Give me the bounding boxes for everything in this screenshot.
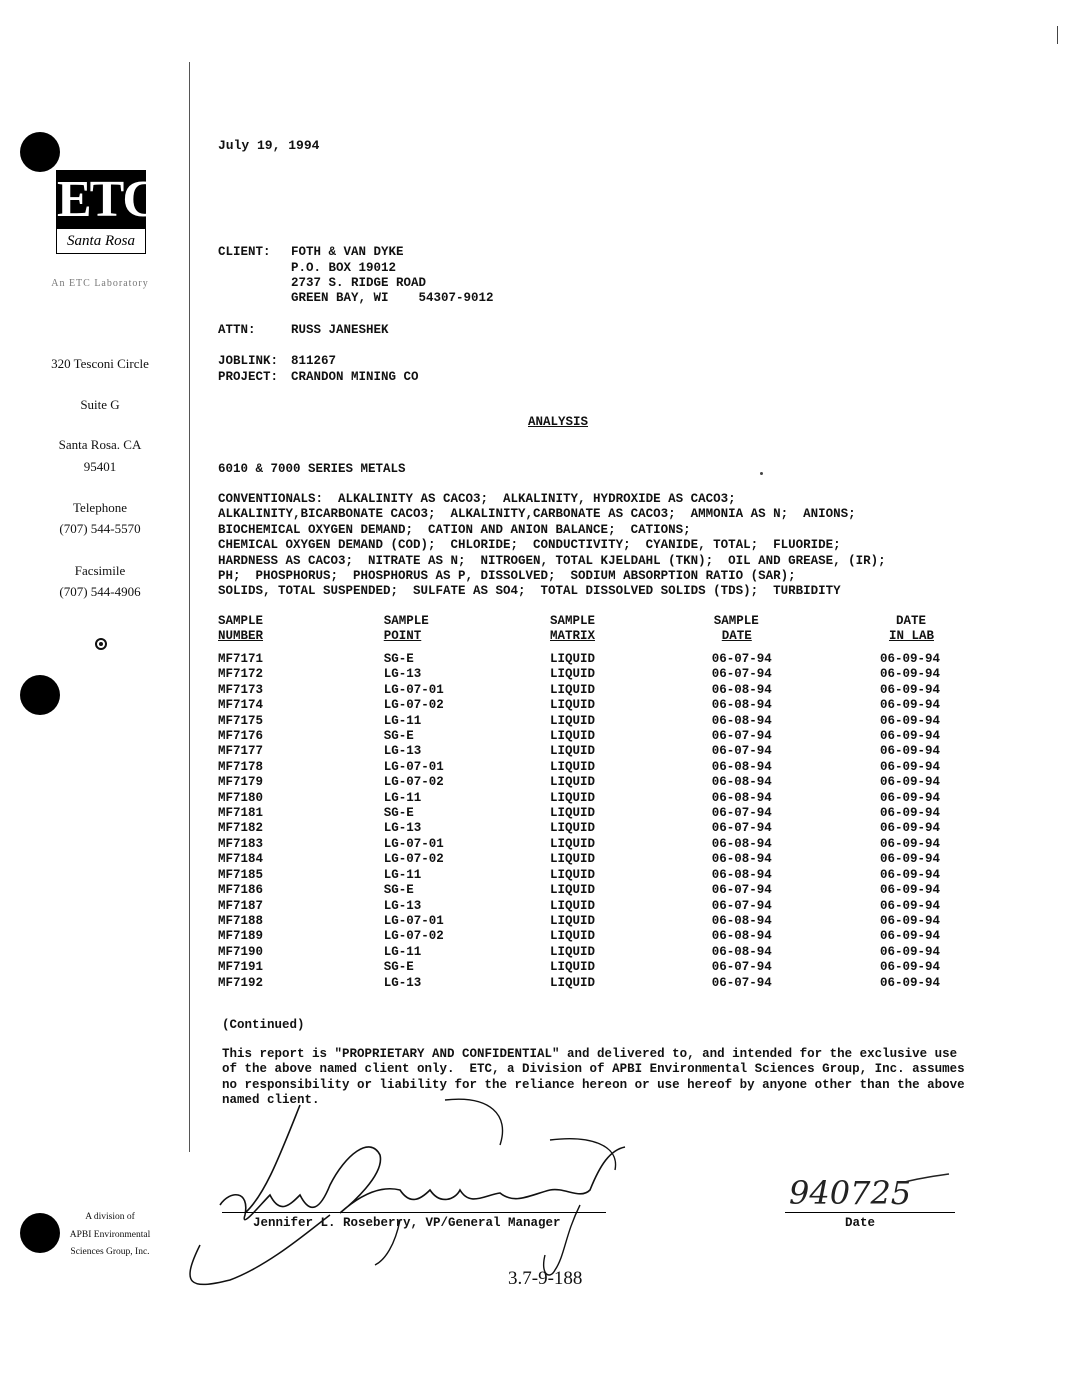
table-row <box>218 683 964 698</box>
cell-sample-point: SG-E <box>383 806 414 821</box>
conventionals-line-2: ALKALINITY,BICARBONATE CACO3; ALKALINITY,CARBONATE AS CACO3; AMMONIA AS N; ANIONS; <box>218 507 856 521</box>
header-date-in-lab-top: DATE <box>895 614 926 628</box>
cell-sample-point: LG-11 <box>383 713 422 728</box>
cell-date-in-lab: 06-09-94 <box>879 898 940 913</box>
cell-sample-matrix: LIQUID <box>550 744 596 759</box>
project-value: CRANDON MINING CO <box>291 370 419 384</box>
cell-sample-number: MF7188 <box>218 913 264 928</box>
cell-sample-point: LG-07-01 <box>383 759 444 774</box>
cell-sample-number: MF7179 <box>218 775 264 790</box>
cell-sample-date: 06-08-94 <box>711 713 772 728</box>
cell-sample-matrix: LIQUID <box>550 759 596 774</box>
cell-sample-matrix: LIQUID <box>550 944 596 959</box>
table-row <box>218 775 964 790</box>
cell-sample-number: MF7171 <box>218 652 264 666</box>
table-row <box>218 729 964 744</box>
cell-sample-number: MF7177 <box>218 744 264 759</box>
cell-sample-number: MF7182 <box>218 821 264 836</box>
scan-mark <box>1057 26 1058 44</box>
cell-sample-matrix: LIQUID <box>550 867 596 882</box>
cell-sample-number: MF7187 <box>218 898 264 913</box>
cell-date-in-lab: 06-09-94 <box>879 667 940 682</box>
attn-label: ATTN: <box>218 323 256 337</box>
series-title: 6010 & 7000 SERIES METALS <box>218 462 406 476</box>
cell-sample-matrix: LIQUID <box>550 960 596 975</box>
cell-sample-number: MF7185 <box>218 867 264 882</box>
table-row <box>218 821 964 836</box>
cell-sample-date: 06-07-94 <box>711 821 772 836</box>
header-sample-number-top: SAMPLE <box>218 614 264 628</box>
cell-sample-matrix: LIQUID <box>550 821 596 836</box>
cell-sample-number: MF7174 <box>218 698 264 713</box>
division-line-1: A division of <box>85 1212 135 1222</box>
cell-sample-point: LG-07-01 <box>383 682 444 697</box>
cell-date-in-lab: 06-09-94 <box>879 744 940 759</box>
table-row <box>218 698 964 713</box>
table-row <box>218 791 964 806</box>
client-line-1: FOTH & VAN DYKE <box>291 245 404 259</box>
cell-date-in-lab: 06-09-94 <box>879 836 940 851</box>
logo-santa-rosa-text: Santa Rosa <box>67 233 135 249</box>
punch-hole-middle <box>20 675 60 715</box>
cell-sample-point: SG-E <box>383 883 414 898</box>
cell-sample-number: MF7180 <box>218 790 264 805</box>
date-line <box>785 1212 955 1213</box>
client-line-4: GREEN BAY, WI 54307-9012 <box>291 291 494 305</box>
table-row <box>218 667 964 682</box>
cell-sample-number: MF7172 <box>218 667 264 682</box>
address-suite: Suite G <box>80 397 120 412</box>
cell-sample-point: LG-07-02 <box>383 775 444 790</box>
cell-date-in-lab: 06-09-94 <box>879 852 940 867</box>
header-sample-matrix: MATRIX <box>550 629 596 643</box>
cell-sample-number: MF7181 <box>218 806 264 821</box>
cell-date-in-lab: 06-09-94 <box>879 790 940 805</box>
cell-sample-number: MF7183 <box>218 836 264 851</box>
joblink-value: 811267 <box>291 354 337 368</box>
cell-sample-matrix: LIQUID <box>550 652 596 666</box>
conventionals-line-3: BIOCHEMICAL OXYGEN DEMAND; CATION AND ANION BALANCE; CATIONS; <box>218 523 691 537</box>
project-label: PROJECT: <box>218 370 279 384</box>
samples-table-body <box>218 652 964 991</box>
cell-date-in-lab: 06-09-94 <box>879 944 940 959</box>
facsimile-number: (707) 544-4906 <box>59 584 141 599</box>
header-sample-date: DATE <box>721 629 752 643</box>
header-sample-number: NUMBER <box>218 629 264 643</box>
cell-sample-date: 06-08-94 <box>711 775 772 790</box>
cell-sample-date: 06-07-94 <box>711 975 772 990</box>
cell-date-in-lab: 06-09-94 <box>879 759 940 774</box>
table-row <box>218 760 964 775</box>
table-row <box>218 929 964 944</box>
cell-sample-point: SG-E <box>383 960 414 975</box>
attn-value: RUSS JANESHEK <box>291 323 389 337</box>
signature-line <box>222 1212 606 1213</box>
cell-sample-matrix: LIQUID <box>550 775 596 790</box>
cell-sample-point: LG-13 <box>383 821 422 836</box>
cell-date-in-lab: 06-09-94 <box>879 960 940 975</box>
handwritten-signature <box>170 1095 630 1295</box>
cell-sample-number: MF7190 <box>218 944 264 959</box>
cell-sample-point: LG-07-02 <box>383 929 444 944</box>
cell-sample-number: MF7173 <box>218 682 264 697</box>
table-row <box>218 744 964 759</box>
table-row <box>218 945 964 960</box>
cell-sample-number: MF7189 <box>218 929 264 944</box>
cell-sample-date: 06-07-94 <box>711 898 772 913</box>
cell-sample-matrix: LIQUID <box>550 836 596 851</box>
cell-sample-matrix: LIQUID <box>550 852 596 867</box>
cell-sample-date: 06-07-94 <box>711 652 772 666</box>
cell-sample-number: MF7178 <box>218 759 264 774</box>
table-row <box>218 868 964 883</box>
cell-sample-matrix: LIQUID <box>550 790 596 805</box>
disclaimer-line-1: This report is "PROPRIETARY AND CONFIDENTIAL" and delivered to, and intended for the exclusive use <box>222 1047 958 1061</box>
cell-sample-matrix: LIQUID <box>550 975 596 990</box>
cell-sample-point: LG-11 <box>383 867 422 882</box>
cell-sample-point: LG-07-01 <box>383 836 444 851</box>
table-row <box>218 960 964 975</box>
sidebar-divider <box>189 62 190 1152</box>
cell-date-in-lab: 06-09-94 <box>879 867 940 882</box>
address-zip: 95401 <box>83 459 117 474</box>
division-line-3: Sciences Group, Inc. <box>70 1247 150 1257</box>
scan-mark <box>760 472 763 475</box>
cell-sample-matrix: LIQUID <box>550 682 596 697</box>
signatory-name: Jennifer L. Roseberry, VP/General Manager <box>253 1216 561 1230</box>
cell-date-in-lab: 06-09-94 <box>879 682 940 697</box>
table-row <box>218 883 964 898</box>
cell-sample-date: 06-08-94 <box>711 929 772 944</box>
cell-sample-point: LG-07-02 <box>383 852 444 867</box>
analysis-heading: ANALYSIS <box>528 415 589 429</box>
cell-date-in-lab: 06-09-94 <box>879 913 940 928</box>
table-row <box>218 914 964 929</box>
cell-sample-date: 06-08-94 <box>711 852 772 867</box>
conventionals-line-4: CHEMICAL OXYGEN DEMAND (COD); CHLORIDE; CONDUCTIVITY; CYANIDE, TOTAL; FLUORIDE; <box>218 538 841 552</box>
cell-sample-matrix: LIQUID <box>550 806 596 821</box>
cell-sample-date: 06-08-94 <box>711 759 772 774</box>
cell-sample-point: SG-E <box>383 652 414 666</box>
table-row <box>218 714 964 729</box>
disclaimer-line-2: of the above named client only. ETC, a Division of APBI Environmental Sciences Group, Inc. assumes <box>222 1062 965 1076</box>
cell-sample-point: LG-13 <box>383 975 422 990</box>
cell-sample-point: SG-E <box>383 729 414 744</box>
table-row <box>218 806 964 821</box>
header-date-in-lab: IN LAB <box>888 629 934 643</box>
joblink-label: JOBLINK: <box>218 354 279 368</box>
recycled-icon <box>95 638 107 650</box>
cell-sample-matrix: LIQUID <box>550 898 596 913</box>
cell-sample-matrix: LIQUID <box>550 667 596 682</box>
lab-tagline: An ETC Laboratory <box>51 278 149 289</box>
cell-date-in-lab: 06-09-94 <box>879 975 940 990</box>
cell-sample-point: LG-13 <box>383 744 422 759</box>
header-sample-date-top: SAMPLE <box>713 614 759 628</box>
cell-sample-date: 06-08-94 <box>711 698 772 713</box>
cell-sample-date: 06-07-94 <box>711 729 772 744</box>
cell-date-in-lab: 06-09-94 <box>879 806 940 821</box>
date-label: Date <box>845 1216 876 1230</box>
letter-date: July 19, 1994 <box>218 138 320 153</box>
continued-note: (Continued) <box>222 1018 305 1032</box>
samples-table <box>218 614 964 991</box>
cell-sample-number: MF7175 <box>218 713 264 728</box>
cell-sample-point: LG-07-01 <box>383 913 444 928</box>
cell-sample-date: 06-08-94 <box>711 944 772 959</box>
header-sample-matrix-top: SAMPLE <box>550 614 596 628</box>
table-row <box>218 652 964 667</box>
conventionals-line-1: CONVENTIONALS: ALKALINITY AS CACO3; ALKALINITY, HYDROXIDE AS CACO3; <box>218 492 736 506</box>
cell-sample-date: 06-07-94 <box>711 883 772 898</box>
cell-sample-date: 06-07-94 <box>711 667 772 682</box>
cell-sample-point: LG-07-02 <box>383 698 444 713</box>
address-street: 320 Tesconi Circle <box>51 356 149 371</box>
cell-sample-number: MF7186 <box>218 883 264 898</box>
facsimile-label: Facsimile <box>74 563 126 578</box>
cell-sample-date: 06-08-94 <box>711 836 772 851</box>
address-city: Santa Rosa. CA <box>58 437 142 452</box>
handwritten-date <box>785 1168 955 1216</box>
cell-sample-number: MF7192 <box>218 975 264 990</box>
disclaimer-line-3: no responsibility or liability for the reliance hereon or use hereof by anyone other than the above <box>222 1078 965 1092</box>
cell-sample-date: 06-07-94 <box>711 744 772 759</box>
cell-sample-point: LG-13 <box>383 898 422 913</box>
cell-date-in-lab: 06-09-94 <box>879 713 940 728</box>
cell-sample-date: 06-08-94 <box>711 867 772 882</box>
cell-sample-date: 06-08-94 <box>711 682 772 697</box>
cell-date-in-lab: 06-09-94 <box>879 883 940 898</box>
disclaimer-line-4: named client. <box>222 1093 320 1107</box>
client-label: CLIENT: <box>218 245 271 259</box>
telephone-label: Telephone <box>73 500 127 515</box>
cell-date-in-lab: 06-09-94 <box>879 775 940 790</box>
cell-sample-matrix: LIQUID <box>550 713 596 728</box>
cell-sample-point: LG-13 <box>383 667 422 682</box>
cell-date-in-lab: 06-09-94 <box>879 929 940 944</box>
conventionals-line-5: HARDNESS AS CACO3; NITRATE AS N; NITROGEN, TOTAL KJELDAHL (TKN); OIL AND GREASE, (IR); <box>218 554 886 568</box>
cell-date-in-lab: 06-09-94 <box>879 652 940 666</box>
cell-sample-date: 06-08-94 <box>711 913 772 928</box>
client-line-3: 2737 S. RIDGE ROAD <box>291 276 427 290</box>
cell-sample-point: LG-11 <box>383 944 422 959</box>
table-row <box>218 852 964 867</box>
header-sample-point: POINT <box>383 629 422 643</box>
conventionals-line-6: PH; PHOSPHORUS; PHOSPHORUS AS P, DISSOLVED; SODIUM ABSORPTION RATIO (SAR); <box>218 569 796 583</box>
division-line-2: APBI Environmental <box>69 1230 151 1240</box>
cell-sample-number: MF7176 <box>218 729 264 744</box>
client-line-2: P.O. BOX 19012 <box>291 261 397 275</box>
handwritten-date-text: 940725 <box>789 1174 912 1212</box>
conventionals-line-7: SOLIDS, TOTAL SUSPENDED; SULFATE AS SO4; TOTAL DISSOLVED SOLIDS (TDS); TURBIDITY <box>218 584 841 598</box>
header-sample-point-top: SAMPLE <box>383 614 429 628</box>
cell-date-in-lab: 06-09-94 <box>879 698 940 713</box>
cell-sample-date: 06-08-94 <box>711 790 772 805</box>
cell-sample-date: 06-07-94 <box>711 806 772 821</box>
cell-sample-date: 06-07-94 <box>711 960 772 975</box>
cell-sample-matrix: LIQUID <box>550 913 596 928</box>
etc-logo <box>56 170 158 254</box>
cell-date-in-lab: 06-09-94 <box>879 729 940 744</box>
table-row <box>218 976 964 991</box>
table-row <box>218 837 964 852</box>
cell-sample-point: LG-11 <box>383 790 422 805</box>
cell-sample-matrix: LIQUID <box>550 929 596 944</box>
cell-date-in-lab: 06-09-94 <box>879 821 940 836</box>
cell-sample-matrix: LIQUID <box>550 698 596 713</box>
table-row <box>218 899 964 914</box>
logo-etc-text: ETC <box>57 171 158 228</box>
cell-sample-matrix: LIQUID <box>550 883 596 898</box>
cell-sample-matrix: LIQUID <box>550 729 596 744</box>
cell-sample-number: MF7184 <box>218 852 264 867</box>
telephone-number: (707) 544-5570 <box>59 521 141 536</box>
document-code: 3.7-9-188 <box>508 1268 583 1289</box>
punch-hole-top <box>20 132 60 172</box>
cell-sample-number: MF7191 <box>218 960 264 975</box>
